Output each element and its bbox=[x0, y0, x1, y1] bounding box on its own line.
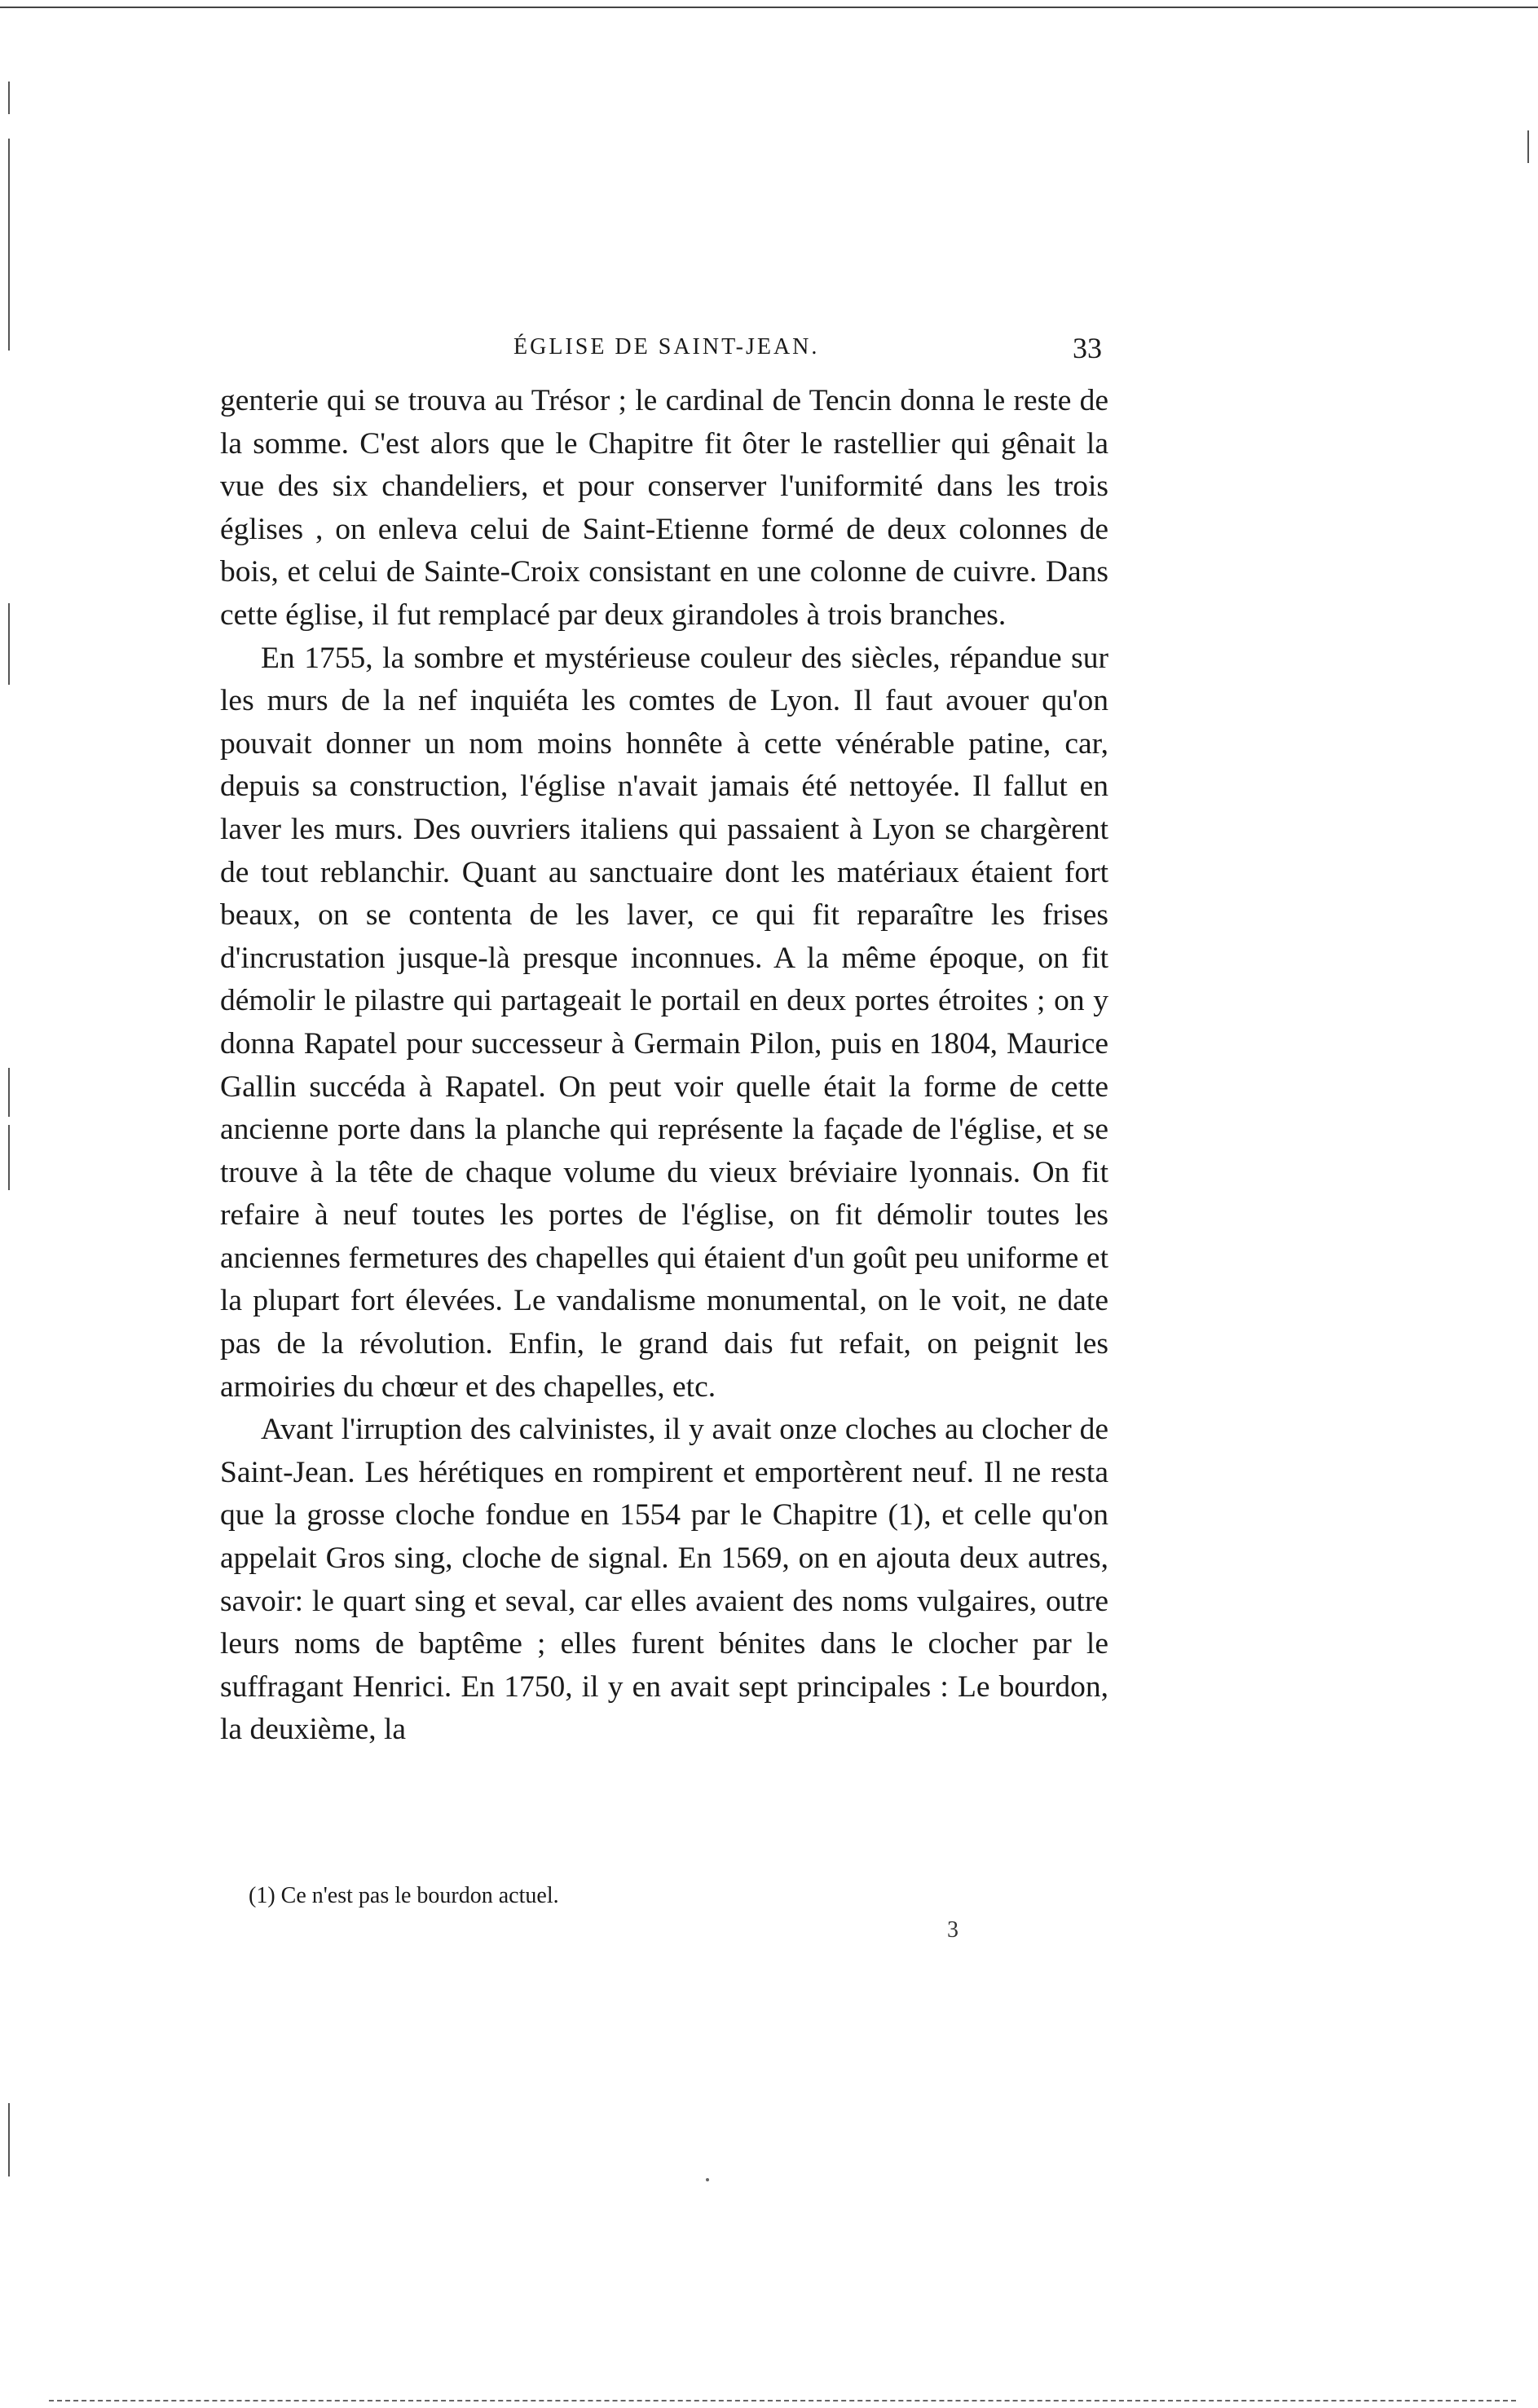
left-margin-mark bbox=[8, 1068, 10, 1117]
left-margin-mark bbox=[8, 2103, 10, 2176]
top-border-line bbox=[0, 7, 1538, 8]
left-margin-mark bbox=[8, 1125, 10, 1190]
left-margin-mark bbox=[8, 603, 10, 685]
running-title: ÉGLISE DE SAINT-JEAN. bbox=[513, 334, 820, 359]
bottom-border-line bbox=[49, 2400, 1516, 2402]
right-margin-mark bbox=[1527, 130, 1529, 163]
left-margin-mark bbox=[8, 82, 10, 114]
page-number: 33 bbox=[1073, 332, 1102, 364]
left-margin-mark bbox=[8, 139, 10, 351]
paragraph-1: genterie qui se trouva au Trésor ; le cardinal de Tencin donna le reste de la somme. C'est alors que le Chapitre fit ôter le rastellier qui gênait la vue des six chandeliers, et pour conserver l'uniformité dans les trois églises , on enleva celui de Saint-Etienne formé de deux colonnes de bois, et celui de Sainte-Croix consistant en une colonne de cuivre. Dans cette église, il fut remplacé par deux girandoles à trois branches. bbox=[220, 384, 1108, 632]
body-text bbox=[220, 380, 1108, 1752]
footnote: (1) Ce n'est pas le bourdon actuel. bbox=[249, 1883, 559, 1908]
paragraph-3: Avant l'irruption des calvinistes, il y avait onze cloches au clocher de Saint-Jean. Les hérétiques en rompirent et emportèrent neuf. Il ne resta que la grosse cloche fondue en 1554 par le Chapitre (1), et celle qu'on appelait Gros sing, cloche de signal. En 1569, on en ajouta deux autres, savoir: le quart sing et seval, car elles avaient des noms vulgaires, outre leurs noms de baptême ; elles furent bénites dans le clocher par le suffragant Henrici. En 1750, il y en avait sept principales : Le bourdon, la deuxième, la bbox=[220, 1413, 1108, 1747]
stray-dot-mark bbox=[706, 2178, 709, 2181]
running-head bbox=[220, 334, 1108, 375]
paragraph-2: En 1755, la sombre et mystérieuse couleur des siècles, répandue sur les murs de la nef inquiéta les comtes de Lyon. Il faut avouer qu'on pouvait donner un nom moins honnête à cette vénérable patine, car, depuis sa construction, l'église n'avait jamais été nettoyée. Il fallut en laver les murs. Des ouvriers italiens qui passaient à Lyon se chargèrent de tout reblanchir. Quant au sanctuaire dont les matériaux étaient fort beaux, on se contenta de les laver, ce qui fit reparaître les frises d'incrustation jusque-là presque inconnues. A la même époque, on fit démolir le pilastre qui partageait le portail en deux portes étroites ; on y donna Rapatel pour successeur à Germain Pilon, puis en 1804, Maurice Gallin succéda à Rapatel. On peut voir quelle était la forme de cette ancienne porte dans la planche qui représente la façade de l'église, et se trouve à la tête de chaque volume du vieux bréviaire lyonnais. On fit refaire à neuf toutes les portes de l'église, on fit démolir toutes les anciennes fermetures des chapelles qui étaient d'un goût peu uniforme et la plupart fort élevées. Le vandalisme monumental, on le voit, ne date pas de la révolution. Enfin, le grand dais fut refait, on peignit les armoiries du chœur et des chapelles, etc. bbox=[220, 641, 1108, 1404]
printer-signature-mark: 3 bbox=[947, 1917, 958, 1943]
